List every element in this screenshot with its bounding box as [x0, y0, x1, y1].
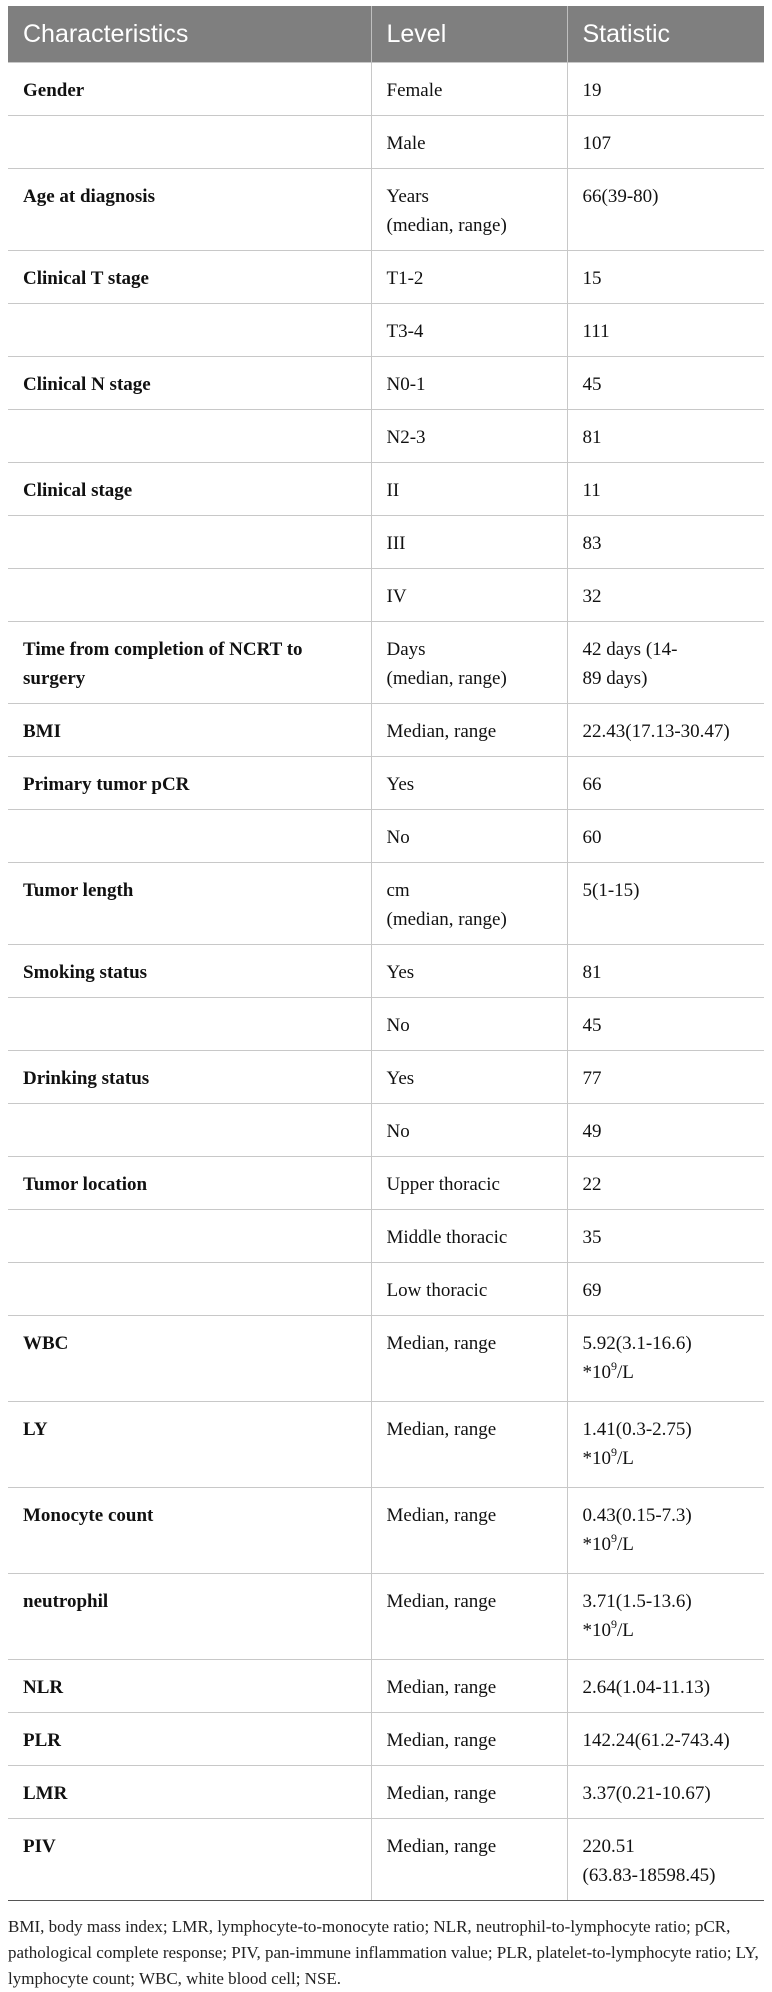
- table-row: [8, 1766, 764, 1819]
- cell-statistic-line: 81: [582, 962, 602, 983]
- cell-characteristic: Primary tumor pCR: [8, 757, 371, 810]
- table-row: [8, 622, 764, 704]
- cell-statistic-line: 5.92(3.1-16.6): [582, 1333, 692, 1354]
- cell-statistic-line: 142.24(61.2-743.4): [582, 1730, 730, 1751]
- table-row: [8, 357, 764, 410]
- cell-statistic: [567, 1819, 764, 1901]
- cell-characteristic: [8, 998, 371, 1051]
- cell-statistic: [567, 1766, 764, 1819]
- table-container: [8, 6, 764, 1992]
- cell-characteristic: Smoking status: [8, 945, 371, 998]
- table-row: [8, 810, 764, 863]
- cell-level-line: II: [386, 480, 400, 501]
- cell-statistic-line: 22.43(17.13-30.47): [582, 721, 730, 742]
- cell-level-line: Middle thoracic: [386, 1227, 508, 1248]
- cell-statistic: [567, 622, 764, 704]
- cell-level: [371, 863, 567, 945]
- cell-statistic-line: $*10^9/L$: [582, 1616, 634, 1641]
- cell-level-line: Median, range: [386, 1730, 497, 1751]
- cell-statistic: [567, 516, 764, 569]
- table-row: [8, 1316, 764, 1402]
- cell-statistic: [567, 357, 764, 410]
- cell-level-line: (median, range): [386, 668, 507, 689]
- cell-level-line: Median, range: [386, 1783, 497, 1804]
- cell-level-line: Yes: [386, 962, 415, 983]
- cell-statistic: [567, 1713, 764, 1766]
- table-row: [8, 251, 764, 304]
- cell-statistic: [567, 863, 764, 945]
- cell-characteristic: LMR: [8, 1766, 371, 1819]
- cell-statistic: [567, 410, 764, 463]
- table-row: [8, 1157, 764, 1210]
- cell-level-line: T1-2: [386, 268, 424, 289]
- cell-level: [371, 1051, 567, 1104]
- cell-statistic-line: 3.37(0.21-10.67): [582, 1783, 711, 1804]
- cell-characteristic: [8, 569, 371, 622]
- cell-level: [371, 998, 567, 1051]
- cell-statistic-line: 60: [582, 827, 602, 848]
- cell-statistic-line: 77: [582, 1068, 602, 1089]
- cell-statistic: [567, 1574, 764, 1660]
- cell-statistic: [567, 998, 764, 1051]
- table-row: [8, 1819, 764, 1901]
- cell-level-line: Upper thoracic: [386, 1174, 500, 1195]
- cell-characteristic: Tumor length: [8, 863, 371, 945]
- cell-level: [371, 622, 567, 704]
- table-row: [8, 410, 764, 463]
- table-footnote: BMI, body mass index; LMR, lymphocyte-to-monocyte ratio; NLR, neutrophil-to-lymphocyte ratio; pCR, pathological complete response; PIV, pan-immune inflammation value; PLR, platelet-to-lymphocyte ratio; LY, lymphocyte count; WBC, white blood cell; NSE.: [8, 1917, 759, 1988]
- cell-statistic: [567, 569, 764, 622]
- cell-statistic-line: $*10^9/L$: [582, 1444, 634, 1469]
- cell-characteristic: Time from completion of NCRT to surgery: [8, 622, 371, 704]
- cell-level: [371, 1766, 567, 1819]
- cell-statistic: [567, 304, 764, 357]
- table-row: [8, 945, 764, 998]
- table-row: [8, 704, 764, 757]
- table-row: [8, 169, 764, 251]
- cell-level-line: T3-4: [386, 321, 424, 342]
- cell-level-line: Female: [386, 80, 443, 101]
- table-row: [8, 1263, 764, 1316]
- cell-statistic-line: $*10^9/L$: [582, 1358, 634, 1383]
- cell-statistic-line: 1.41(0.3-2.75): [582, 1419, 692, 1440]
- cell-level: [371, 1819, 567, 1901]
- cell-level: [371, 1104, 567, 1157]
- cell-characteristic: LY: [8, 1402, 371, 1488]
- cell-level: [371, 251, 567, 304]
- cell-statistic: [567, 1660, 764, 1713]
- cell-level-line: Median, range: [386, 721, 497, 742]
- cell-level-line: cm: [386, 880, 410, 901]
- cell-level-line: (median, range): [386, 909, 507, 930]
- cell-level: [371, 1157, 567, 1210]
- cell-statistic-line: 11: [582, 480, 601, 501]
- cell-statistic-line: 107: [582, 133, 611, 154]
- cell-level: [371, 410, 567, 463]
- table-row: [8, 1051, 764, 1104]
- cell-statistic: [567, 1316, 764, 1402]
- cell-level-line: Yes: [386, 1068, 415, 1089]
- cell-statistic-line: 66(39-80): [582, 186, 659, 207]
- table-row: [8, 516, 764, 569]
- cell-level: [371, 1713, 567, 1766]
- cell-characteristic: PLR: [8, 1713, 371, 1766]
- cell-statistic-line: 15: [582, 268, 602, 289]
- cell-statistic-line: 81: [582, 427, 602, 448]
- cell-statistic-line: 83: [582, 533, 602, 554]
- cell-statistic-line: 89 days): [582, 668, 648, 689]
- cell-characteristic: Monocyte count: [8, 1488, 371, 1574]
- table-row: [8, 1402, 764, 1488]
- cell-statistic: [567, 251, 764, 304]
- cell-level-line: Years: [386, 186, 429, 207]
- cell-characteristic: Age at diagnosis: [8, 169, 371, 251]
- cell-characteristic: [8, 1104, 371, 1157]
- cell-statistic: [567, 704, 764, 757]
- cell-level: [371, 516, 567, 569]
- cell-level-line: Low thoracic: [386, 1280, 488, 1301]
- cell-level-line: Median, range: [386, 1419, 497, 1440]
- cell-level: [371, 1263, 567, 1316]
- cell-level-line: Median, range: [386, 1505, 497, 1526]
- cell-level: [371, 304, 567, 357]
- cell-level-line: Days: [386, 639, 426, 660]
- cell-level-line: Yes: [386, 774, 415, 795]
- cell-level: [371, 63, 567, 116]
- cell-statistic-line: 0.43(0.15-7.3): [582, 1505, 692, 1526]
- cell-level-line: N2-3: [386, 427, 426, 448]
- table-body: [8, 63, 764, 1901]
- cell-level-line: Male: [386, 133, 426, 154]
- table-row: [8, 116, 764, 169]
- cell-statistic: [567, 116, 764, 169]
- cell-statistic: [567, 1157, 764, 1210]
- cell-level: [371, 1402, 567, 1488]
- cell-characteristic: neutrophil: [8, 1574, 371, 1660]
- cell-characteristic: Clinical T stage: [8, 251, 371, 304]
- cell-statistic: [567, 169, 764, 251]
- cell-level-line: III: [386, 533, 406, 554]
- cell-level-line: No: [386, 827, 410, 848]
- cell-characteristic: NLR: [8, 1660, 371, 1713]
- cell-statistic-line: 220.51: [582, 1836, 635, 1857]
- cell-characteristic: [8, 1263, 371, 1316]
- cell-characteristic: PIV: [8, 1819, 371, 1901]
- cell-statistic-line: 22: [582, 1174, 602, 1195]
- cell-statistic-line: 69: [582, 1280, 602, 1301]
- table-row: [8, 1574, 764, 1660]
- table-row: [8, 863, 764, 945]
- cell-level: [371, 704, 567, 757]
- cell-characteristic: Tumor location: [8, 1157, 371, 1210]
- cell-statistic-line: 45: [582, 1015, 602, 1036]
- cell-statistic-line: 2.64(1.04-11.13): [582, 1677, 711, 1698]
- cell-level: [371, 945, 567, 998]
- cell-characteristic: [8, 810, 371, 863]
- table-row: [8, 1210, 764, 1263]
- table-row: [8, 63, 764, 116]
- cell-level: [371, 1316, 567, 1402]
- cell-level-line: No: [386, 1121, 410, 1142]
- cell-characteristic: [8, 304, 371, 357]
- table-row: [8, 1713, 764, 1766]
- characteristics-table: [8, 6, 764, 1901]
- cell-level-line: No: [386, 1015, 410, 1036]
- cell-characteristic: WBC: [8, 1316, 371, 1402]
- cell-statistic: [567, 1263, 764, 1316]
- cell-statistic-line: 111: [582, 321, 610, 342]
- table-row: [8, 1488, 764, 1574]
- cell-characteristic: Drinking status: [8, 1051, 371, 1104]
- cell-statistic-line: 32: [582, 586, 602, 607]
- cell-statistic: [567, 1210, 764, 1263]
- cell-statistic: [567, 1488, 764, 1574]
- table-row: [8, 304, 764, 357]
- table-header-row: [8, 6, 764, 63]
- header-characteristics: Characteristics: [8, 6, 371, 63]
- cell-statistic: [567, 1051, 764, 1104]
- cell-statistic: [567, 1402, 764, 1488]
- cell-statistic-line: 35: [582, 1227, 602, 1248]
- cell-statistic-line: 42 days (14-: [582, 639, 678, 660]
- cell-level-line: Median, range: [386, 1333, 497, 1354]
- cell-level: [371, 810, 567, 863]
- cell-statistic: [567, 1104, 764, 1157]
- cell-statistic: [567, 810, 764, 863]
- cell-level-line: Median, range: [386, 1591, 497, 1612]
- cell-level: [371, 1574, 567, 1660]
- cell-characteristic: [8, 516, 371, 569]
- header-level: Level: [371, 6, 567, 63]
- cell-level: [371, 1488, 567, 1574]
- table-row: [8, 1660, 764, 1713]
- cell-statistic: [567, 463, 764, 516]
- cell-level-line: N0-1: [386, 374, 426, 395]
- cell-characteristic: [8, 1210, 371, 1263]
- table-row: [8, 1104, 764, 1157]
- cell-level: [371, 569, 567, 622]
- cell-statistic-line: $*10^9/L$: [582, 1530, 634, 1555]
- table-row: [8, 998, 764, 1051]
- cell-level: [371, 169, 567, 251]
- cell-level-line: IV: [386, 586, 407, 607]
- cell-level-line: (median, range): [386, 215, 507, 236]
- cell-statistic: [567, 63, 764, 116]
- table-row: [8, 569, 764, 622]
- cell-statistic-line: 5(1-15): [582, 880, 640, 901]
- cell-statistic: [567, 757, 764, 810]
- cell-level-line: Median, range: [386, 1677, 497, 1698]
- cell-characteristic: [8, 410, 371, 463]
- cell-statistic-line: 3.71(1.5-13.6): [582, 1591, 692, 1612]
- cell-characteristic: Gender: [8, 63, 371, 116]
- cell-statistic-line: (63.83-18598.45): [582, 1865, 716, 1886]
- cell-statistic-line: 49: [582, 1121, 602, 1142]
- cell-level: [371, 1210, 567, 1263]
- cell-level: [371, 757, 567, 810]
- cell-characteristic: Clinical N stage: [8, 357, 371, 410]
- cell-level: [371, 116, 567, 169]
- cell-characteristic: BMI: [8, 704, 371, 757]
- header-statistic: Statistic: [567, 6, 764, 63]
- cell-statistic: [567, 945, 764, 998]
- cell-statistic-line: 45: [582, 374, 602, 395]
- table-row: [8, 757, 764, 810]
- cell-level-line: Median, range: [386, 1836, 497, 1857]
- table-row: [8, 463, 764, 516]
- cell-characteristic: [8, 116, 371, 169]
- cell-level: [371, 1660, 567, 1713]
- cell-level: [371, 357, 567, 410]
- cell-level: [371, 463, 567, 516]
- cell-statistic-line: 19: [582, 80, 602, 101]
- cell-characteristic: Clinical stage: [8, 463, 371, 516]
- cell-statistic-line: 66: [582, 774, 602, 795]
